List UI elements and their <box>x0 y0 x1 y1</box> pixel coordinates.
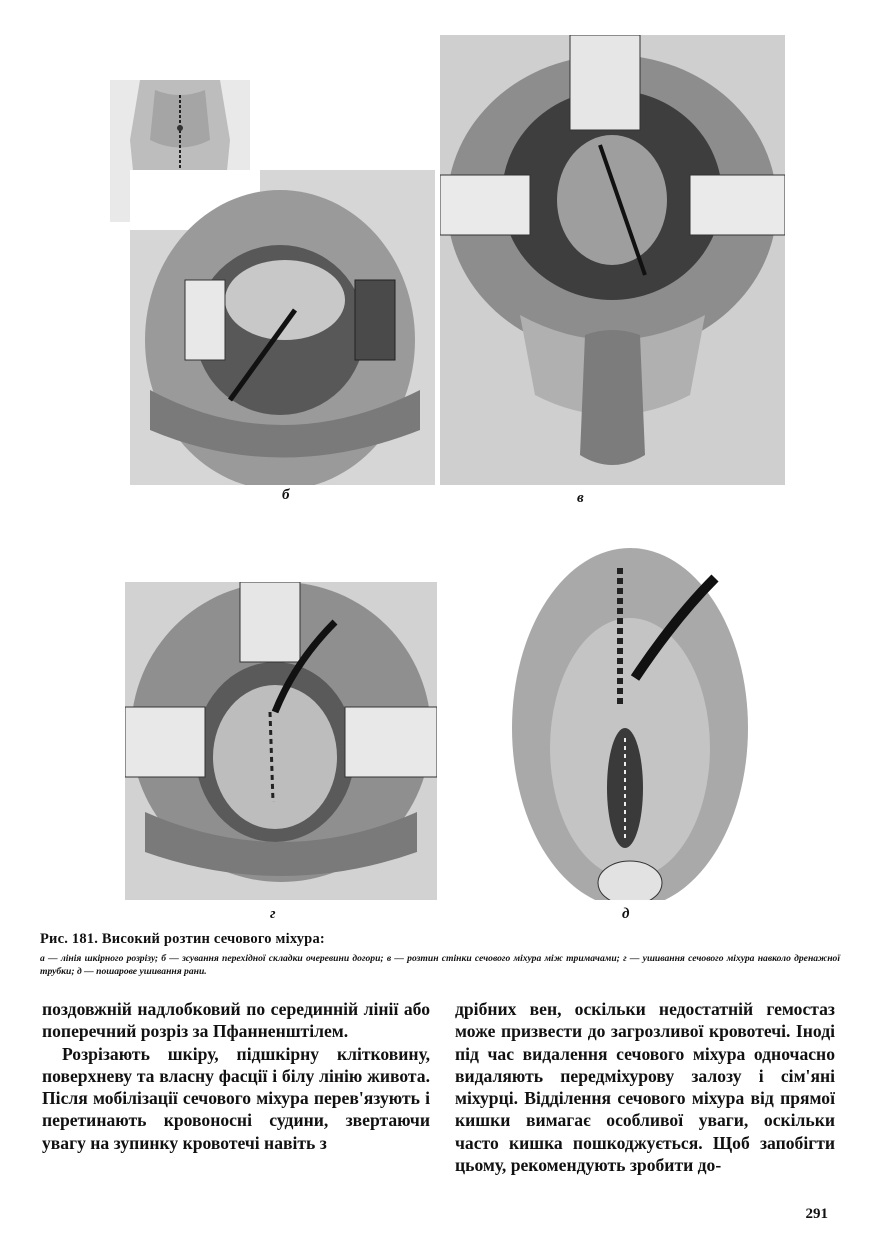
figure-b-peritoneum-illustration <box>130 170 435 485</box>
paragraph-left-1: поздовжній надлобковий по серединній лінії або поперечний розріз за Пфанненштілем. <box>42 999 430 1042</box>
figure-caption-legend: а — лінія шкірного розрізу; б — зсування перехідної складки очеревини догори; в — розтин стінки сечового міхура між тримачами; г — ушивання сечового міхура навколо дренажної трубки; д — пошарове ушивання рани. <box>40 953 840 977</box>
panel-label-b: б <box>282 487 290 503</box>
paragraph-left-2: Розрізають шкіру, підшкірну клітковину, поверхневу та власну фасції і білу лінію живота. Після мобілізації сечового міхура перев'язують і перетинають кровоносні судини, звертаючи увагу на зупинку кровотечі навіть з <box>42 1043 430 1153</box>
panel-label-g: г <box>270 906 276 922</box>
figure-d-wound-closure-illustration <box>505 538 755 900</box>
figure-v-bladder-incision-illustration <box>440 35 785 485</box>
panel-label-d: д <box>622 906 630 922</box>
text-column-left <box>42 998 430 1154</box>
figure-caption-title: Рис. 181. Високий розтин сечового міхура: <box>40 931 325 947</box>
page-number: 291 <box>805 1206 828 1222</box>
text-column-right <box>455 998 835 1176</box>
figure-g-bladder-suture-illustration <box>125 582 437 900</box>
panel-label-v: в <box>577 490 584 506</box>
paragraph-right-1: дрібних вен, оскільки недостатній гемостаз може призвести до загрозливої кровотечі. Іноді під час видалення сечового міхура одночасно видаляють передміхурову залозу і сім'яні міхурці. Відділення сечового міхура від прямої кишки вимагає особливої уваги, оскільки часто кишка пошкоджується. Щоб запобігти цьому, рекомендують зробити до- <box>455 999 835 1176</box>
